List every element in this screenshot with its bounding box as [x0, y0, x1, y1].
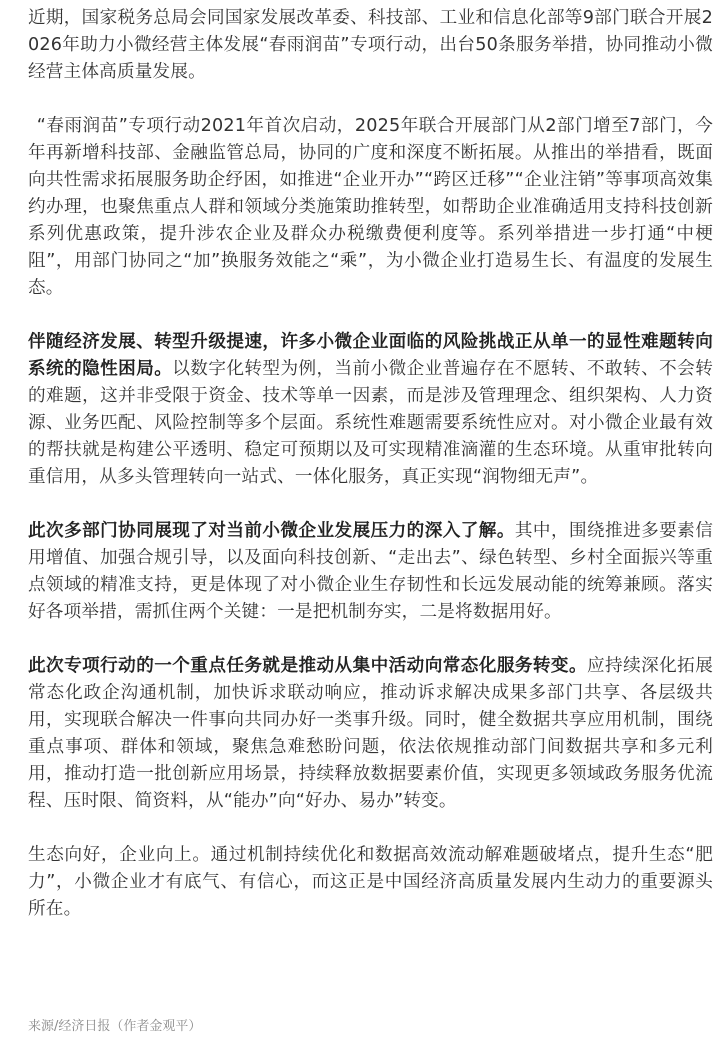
paragraph-lead-bold: 伴随经济发展、转型升级提速，许多小微企业面临的风险挑战正从单一的显性难题转向系统的隐性困局。 — [28, 332, 713, 379]
paragraph-text: 以数字化转型为例，当前小微企业普遍存在不愿转、不敢转、不会转的难题，这并非受限于资金、技术等单一因素，而是涉及管理理念、组织架构、人力资源、业务匹配、风险控制等多个层面。系统性难题需要系统性应对。对小微企业最有效的帮扶就是构建公平透明、稳定可预期以及可实现精准滴灌的生态环境。从重审批转向重信用，从多头管理转向一站式、一体化服务，真正实现“润物细无声”。 — [28, 359, 713, 487]
paragraph-text: 生态向好，企业向上。通过机制持续优化和数据高效流动解难题破堵点，提升生态“肥力”，小微企业才有底气、有信心，而这正是中国经济高质量发展内生动力的重要源头所在。 — [28, 845, 713, 919]
paragraph-intro — [28, 5, 713, 86]
paragraph-key-task — [28, 653, 713, 815]
paragraph-conclusion — [28, 842, 713, 923]
paragraph-campaign-history — [28, 113, 713, 302]
paragraph-lead-bold: 此次专项行动的一个重点任务就是推动从集中活动向常态化服务转变。 — [28, 656, 587, 676]
paragraph-text: 近期，国家税务总局会同国家发展改革委、科技部、工业和信息化部等9部门联合开展2026年助力小微经营主体发展“春雨润苗”专项行动，出台50条服务举措，协同推动小微经营主体高质量发展。 — [28, 8, 713, 82]
paragraph-coordination — [28, 518, 713, 626]
paragraph-text: 其中，围绕推进多要素信用增值、加强合规引导，以及面向科技创新、“走出去”、绿色转型、乡村全面振兴等重点领域的精准支持，更是体现了对小微企业生存韧性和长远发展动能的统筹兼顾。落实好各项举措，需抓住两个关键：一是把机制夯实，二是将数据用好。 — [28, 521, 714, 622]
paragraph-text: 应持续深化拓展常态化政企沟通机制，加快诉求联动响应，推动诉求解决成果多部门共享、各层级共用，实现联合解决一件事向共同办好一类事升级。同时，健全数据共享应用机制，围绕重点事项、群体和领域，聚焦急难愁盼问题，依法依规推动部门间数据共享和多元利用，推动打造一批创新应用场景，持续释放数据要素价值，实现更多领域政务服务优流程、压时限、简资料，从“能办”向“好办、易办”转变。 — [28, 656, 713, 811]
paragraph-systemic-challenges — [28, 329, 713, 491]
paragraph-lead-bold: 此次多部门协同展现了对当前小微企业发展压力的深入了解。 — [28, 521, 515, 541]
paragraph-text: “春雨润苗”专项行动2021年首次启动，2025年联合开展部门从2部门增至7部门，今年再新增科技部、金融监管总局，协同的广度和深度不断拓展。从推出的举措看，既面向共性需求拓展服务助企纾困，如推进“企业开办”“跨区迁移”“企业注销”等事项高效集约办理，也聚焦重点人群和领域分类施策助推转型，如帮助企业准确适用支持科技创新系列优惠政策，提升涉农企业及群众办税缴费便利度等。系列举措进一步打通“中梗阻”，用部门协同之“加”换服务效能之“乘”，为小微企业打造易生长、有温度的发展生态。 — [28, 116, 713, 298]
source-credit: 来源/经济日报（作者金观平） — [28, 1019, 202, 1034]
